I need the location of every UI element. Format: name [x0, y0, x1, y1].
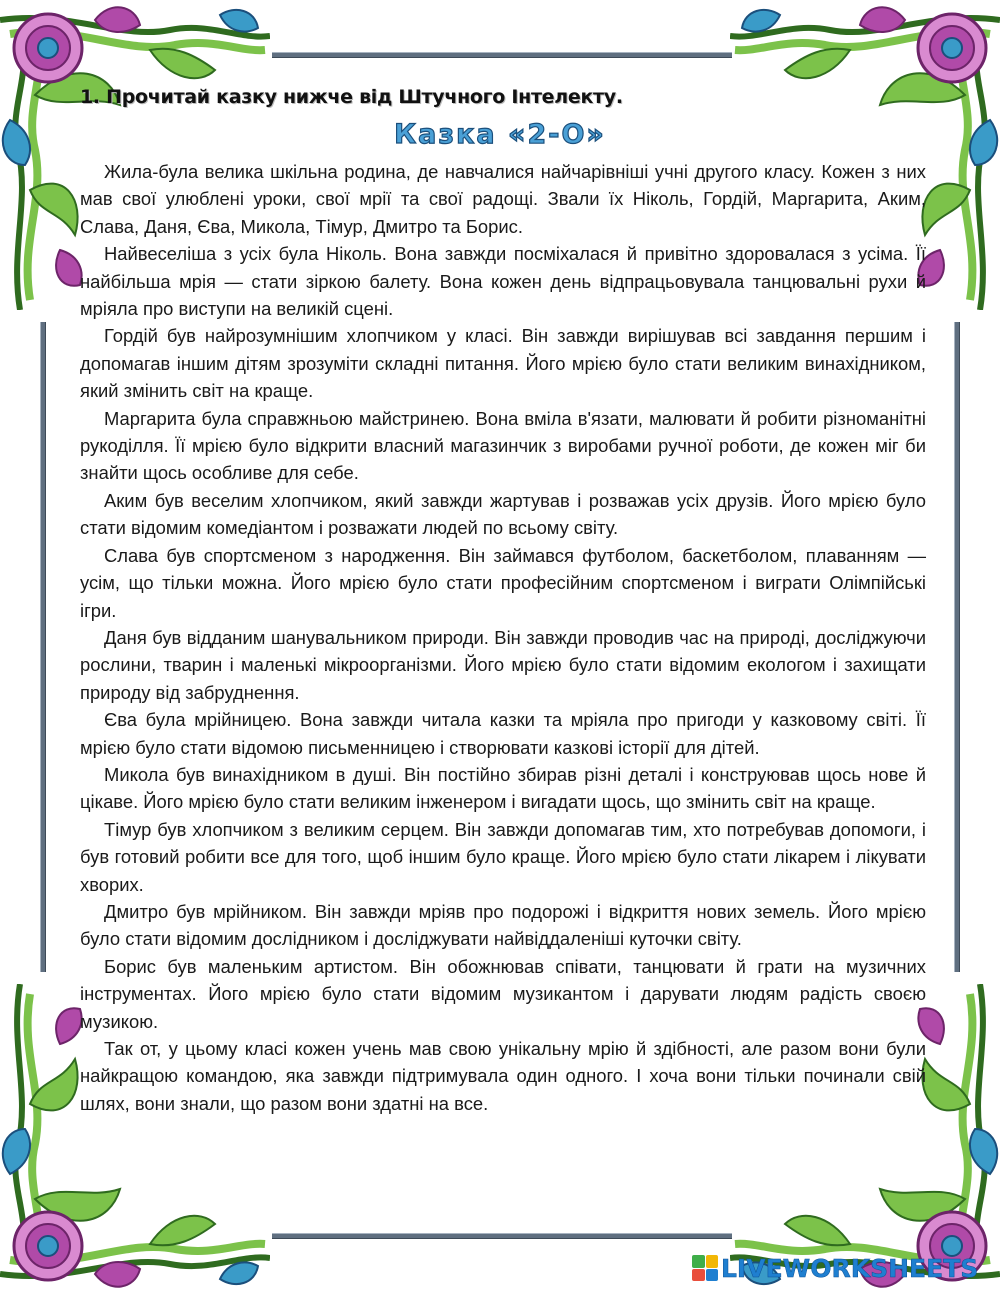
- paragraph: Борис був маленьким артистом. Він обожнював співати, танцювати й грати на музичних інструментах. Його мрією було стати відомим музикантом і дарувати людям радість своєю музикою.: [80, 955, 926, 1032]
- paragraph: Маргарита була справжньою майстринею. Вона вміла в'язати, малювати й робити різноманітні рукоділля. Її мрією було відкрити власний магазинчик з виробами ручної роботи, де кожен міг би знайти щось особливе для себе.: [80, 407, 926, 484]
- tale-title: Казка «2-О»: [394, 119, 606, 150]
- paragraph: Гордій був найрозумнішим хлопчиком у класі. Він завжди вирішував всі завдання першим і допомагав іншим дітям зрозуміти складні питання. Його мрією було стати великим винахідником, який змінить світ на краще.: [80, 325, 926, 402]
- logo-square-icon: [692, 1269, 705, 1282]
- paragraph: Найвеселіша з усіх була Ніколь. Вона завжди посміхалася й привітно здоровалася з усіма. Її найбільша мрія — стати зіркою балету. Вона кожен день відпрацьовувала танцювальні рухи й мріяла про виступи на великій сцені.: [80, 243, 926, 320]
- logo-square-icon: [706, 1269, 719, 1282]
- paragraph: Слава був спортсменом з народження. Він займався футболом, баскетболом, плаванням — усім, що тільки можна. Його мрією було стати професійним спортсменом і виграти Олімпійські ігри.: [80, 544, 926, 621]
- frame-bottom-line: [272, 1233, 732, 1239]
- paragraph: Єва була мрійницею. Вона завжди читала казки та мріяла про пригоди у казковому світі. Її мрією було стати відомою письменницею і створювати казкові історії для дітей.: [80, 709, 926, 758]
- liveworksheets-watermark[interactable]: [692, 1253, 978, 1283]
- paragraph: Жила-була велика шкільна родина, де навчалися найчарівніші учні другого класу. Кожен з них мав свої улюблені уроки, свої мрії та свої радощі. Звали їх Ніколь, Гордій, Маргарита, Аким, Слава, Даня, Єва, Микола, Тімур, Дмитро та Борис.: [80, 161, 926, 237]
- paragraph: Так от, у цьому класі кожен учень мав свою унікальну мрію й здібності, але разом вони були найкращою командою, яка завжди підтримувала один одного. І хоча вони тільки починали свій шлях, вони знали, що разом вони здатні на все.: [80, 1038, 926, 1114]
- paragraph: Аким був веселим хлопчиком, який завжди жартував і розважав усіх друзів. Його мрією було стати відомим комедіантом і розважати людей по всьому світу.: [80, 489, 926, 539]
- logo-square-icon: [692, 1255, 705, 1268]
- frame-left-line: [40, 322, 46, 972]
- frame-top-line: [272, 52, 732, 58]
- watermark-text: LIVEWORKSHEETS: [721, 1253, 979, 1283]
- tale-body: [80, 158, 926, 1117]
- paragraph: Микола був винахідником в душі. Він постійно збирав різні деталі і конструював щось нове й цікаве. Його мрією було стати великим інженером і вигадати щось, що змінить світ на краще.: [80, 763, 926, 813]
- paragraph: Даня був відданим шанувальником природи. Він завжди проводив час на природі, досліджуючи рослини, тварин і маленькі мікроорганізми. Його мрією було стати відомим екологом і захищати природу від забруднення.: [80, 626, 926, 703]
- frame-right-line: [954, 322, 960, 972]
- paragraph: Дмитро був мрійником. Він завжди мріяв про подорожі і відкриття нових земель. Його мрією було стати відомим дослідником і досліджувати найвіддаленіші куточки світу.: [80, 900, 926, 950]
- paragraph: Тімур був хлопчиком з великим серцем. Він завжди допомагав тим, хто потребував допомоги, і був готовий робити все для того, щоб іншим було краще. Його мрією було стати лікарем і лікувати хворих.: [80, 818, 926, 895]
- logo-square-icon: [706, 1255, 719, 1268]
- liveworksheets-logo-icon: [692, 1255, 718, 1281]
- task-instruction: 1. Прочитай казку нижче від Штучного Інтелекту.: [80, 86, 623, 108]
